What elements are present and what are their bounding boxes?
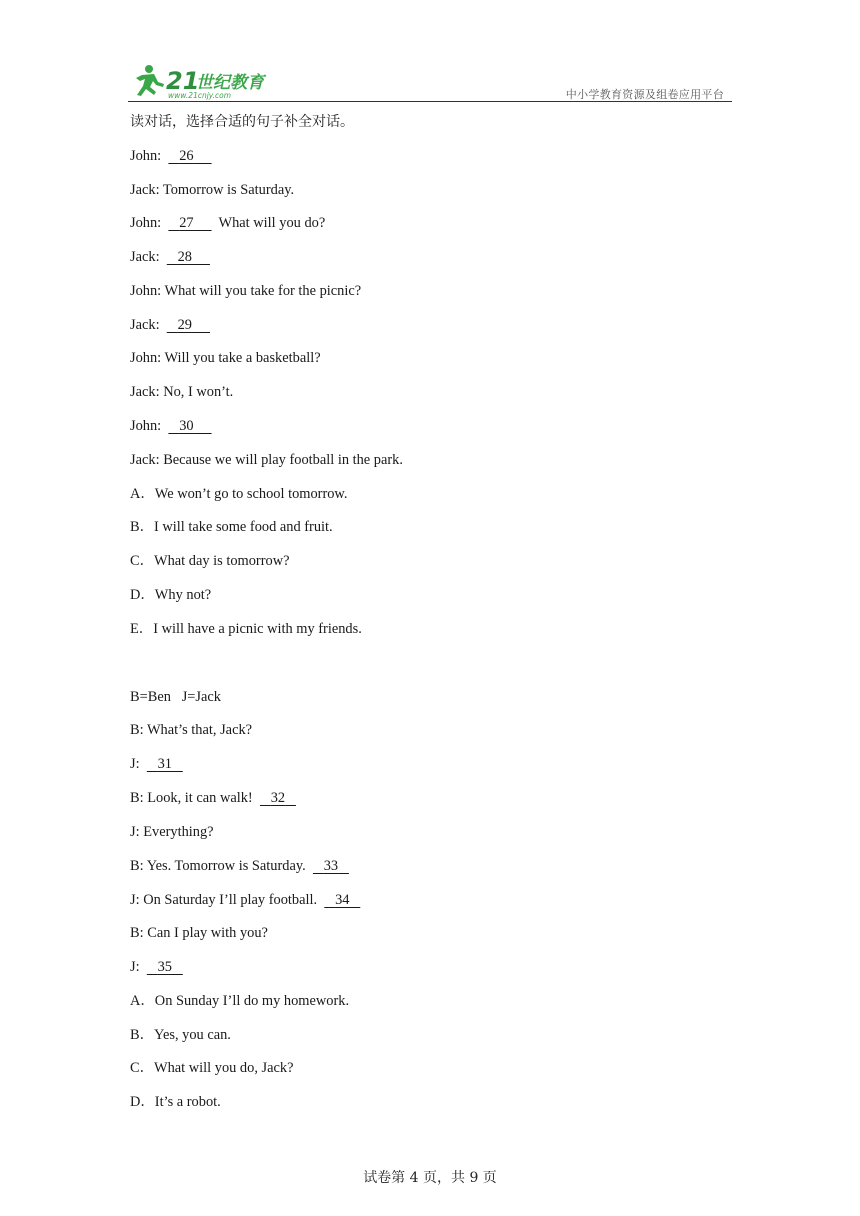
- answer-blank[interactable]: 28: [177, 249, 192, 265]
- dialogue-line: John: 26: [130, 147, 212, 165]
- dialogue-line: J: 31: [130, 755, 183, 773]
- answer-blank[interactable]: 31: [157, 756, 172, 772]
- dialogue-line: Jack: 29: [130, 316, 210, 334]
- dialogue-line: B: Can I play with you?: [130, 925, 268, 941]
- answer-blank[interactable]: 30: [179, 418, 194, 434]
- svg-text:世纪教育: 世纪教育: [196, 73, 264, 93]
- answer-blank[interactable]: 27: [179, 215, 194, 231]
- option-item: A．On Sunday I’ll do my homework.: [130, 993, 350, 1009]
- answer-blank[interactable]: 26: [179, 148, 194, 164]
- page-number: 试卷第 4 页，共 9 页: [363, 1170, 497, 1186]
- dialogue-line: John: 27 What will you do?: [130, 215, 326, 231]
- dialogue-line: Jack: No, I won’t.: [130, 384, 234, 400]
- answer-blank[interactable]: 32: [270, 790, 286, 806]
- dialogue-line: B: What’s that, Jack?: [130, 722, 253, 738]
- option-item: B．I will take some food and fruit.: [130, 519, 333, 535]
- option-item: A．We won’t go to school tomorrow.: [130, 486, 348, 502]
- dialogue-line: B: Look, it can walk! 32: [130, 789, 296, 807]
- answer-blank[interactable]: 34: [335, 892, 350, 908]
- option-item: C．What day is tomorrow?: [130, 553, 290, 569]
- option-item: C．What will you do, Jack?: [130, 1060, 294, 1076]
- instruction: 读对话，选择合适的句子补全对话。: [130, 114, 354, 130]
- page-header: [128, 62, 732, 104]
- option-item: B．Yes, you can.: [130, 1027, 231, 1043]
- option-item: D．Why not?: [130, 587, 212, 603]
- answer-blank[interactable]: 33: [323, 858, 339, 874]
- option-item: E．I will have a picnic with my friends.: [130, 621, 362, 637]
- dialogue-line: J: 35: [130, 958, 183, 976]
- dialogue-line: Jack: Tomorrow is Saturday.: [130, 182, 295, 198]
- option-item: D．It’s a robot.: [130, 1094, 221, 1110]
- dialogue-line: John: What will you take for the picnic?: [130, 283, 362, 299]
- dialogue-line: Jack: 28: [130, 248, 210, 266]
- dialogue-line: John: Will you take a basketball?: [130, 350, 321, 366]
- dialogue-line: J: On Saturday I’ll play football. 34: [130, 891, 360, 909]
- site-logo: [128, 62, 268, 100]
- header-divider: [128, 101, 732, 102]
- dialogue-line: B: Yes. Tomorrow is Saturday. 33: [130, 857, 349, 875]
- speaker-legend: B=Ben J=Jack: [130, 689, 221, 705]
- site-tagline: 中小学教育资源及组卷应用平台: [565, 88, 724, 101]
- svg-text:www.21cnjy.com: www.21cnjy.com: [168, 91, 232, 100]
- answer-blank[interactable]: 29: [177, 317, 192, 333]
- svg-text:21: 21: [166, 67, 200, 95]
- dialogue-line: J: Everything?: [130, 824, 214, 840]
- dialogue-line: John: 30: [130, 417, 212, 435]
- dialogue-line: Jack: Because we will play football in the park.: [130, 452, 403, 468]
- answer-blank[interactable]: 35: [157, 959, 172, 975]
